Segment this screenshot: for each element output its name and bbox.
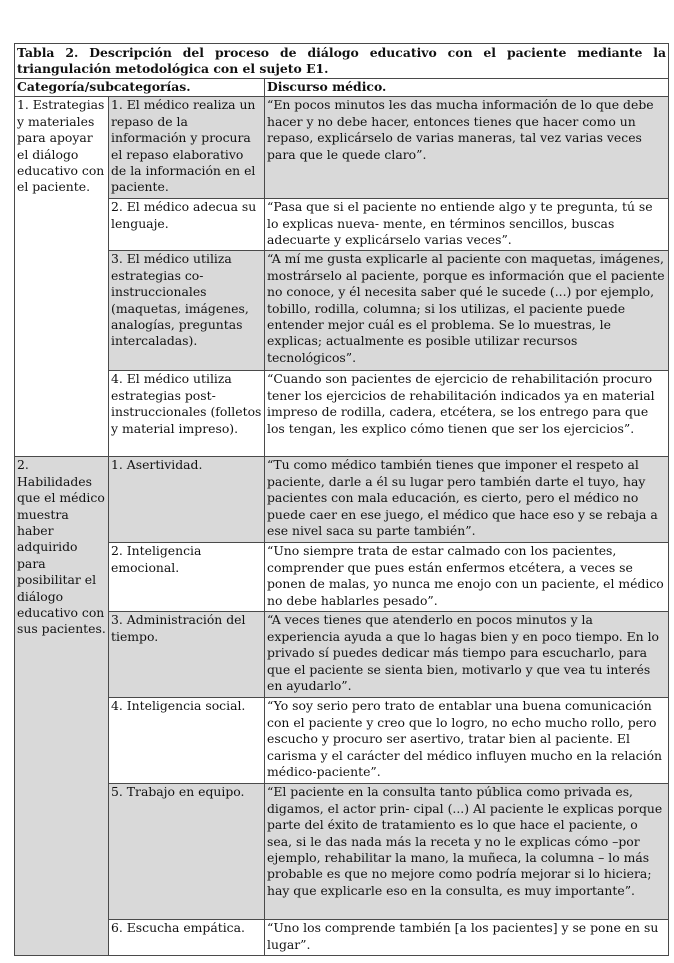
category-2-label: 2. Habilidades que el médico muestra haber adquirido para posibilitar el diálogo educativo con sus pacientes. bbox=[15, 457, 109, 956]
quote-cell: “Uno siempre trata de estar calmado con los pacientes, comprender que pues están enfermos etcétera, a veces se ponen de malas, yo nunca me enojo con un paciente, el médico no debe hablarles pesado”. bbox=[265, 543, 669, 612]
subcategory-cell: 3. El médico utiliza estrategias co-instruccionales (maquetas, imágenes, analogías, preguntas intercaladas). bbox=[109, 251, 265, 371]
quote-cell: “Pasa que si el paciente no entiende algo y te pregunta, tú se lo explicas nueva- mente, en términos sencillos, buscas adecuarte y explicárselo varias veces”. bbox=[265, 199, 669, 251]
subcategory-cell: 4. Inteligencia social. bbox=[109, 698, 265, 784]
header-category: Categoría/subcategorías. bbox=[15, 79, 265, 97]
subcategory-cell: 3. Administración del tiempo. bbox=[109, 612, 265, 698]
subcategory-cell: 2. Inteligencia emocional. bbox=[109, 543, 265, 612]
subcategory-cell: 2. El médico adecua su lenguaje. bbox=[109, 199, 265, 251]
quote-cell: “Cuando son pacientes de ejercicio de rehabilitación procuro tener los ejercicios de rehabilitación indicados ya en material impreso de rodilla, cadera, etcétera, se los entrego para que los tengan, les explico cómo tienen que ser los ejercicios”. bbox=[265, 371, 669, 457]
header-discourse: Discurso médico. bbox=[265, 79, 669, 97]
quote-cell: “En pocos minutos les das mucha información de lo que debe hacer y no debe hacer, entonces tienes que hacer como un repaso, explicárselo de varias maneras, tal vez varias veces para que le quede claro”. bbox=[265, 97, 669, 199]
quote-cell: “El paciente en la consulta tanto pública como privada es, digamos, el actor prin- cipal (...) Al paciente le explicas porque parte del éxito de tratamiento es lo que hace el paciente, o sea, si le das nada más la receta y no le explicas cómo –por ejemplo, rehabilitar la mano, la muñeca, la columna – lo más probable es que no mejore como podría mejorar si lo hiciera; hay que explicarle eso en la consulta, es muy importante”. bbox=[265, 784, 669, 920]
quote-cell: “Uno los comprende también [a los pacientes] y se pone en su lugar”. bbox=[265, 920, 669, 956]
table-caption: Tabla 2. Descripción del proceso de diálogo educativo con el paciente mediante la triangulación metodológica con el sujeto E1. bbox=[15, 44, 669, 79]
quote-cell: “A mí me gusta explicarle al paciente con maquetas, imágenes, mostrárselo al paciente, porque es información que el paciente no conoce, y él necesita saber qué le sucede (...) por ejemplo, tobillo, rodilla, columna; si los utilizas, el paciente puede entender mejor cuál es el problema. Se lo muestras, le explicas; actualmente es posible utilizar recursos tecnológicos”. bbox=[265, 251, 669, 371]
category-1-label: 1. Estrategias y materiales para apoyar el diálogo educativo con el paciente. bbox=[15, 97, 109, 457]
subcategory-cell: 6. Escucha empática. bbox=[109, 920, 265, 956]
subcategory-cell: 1. Asertividad. bbox=[109, 457, 265, 543]
quote-cell: “A veces tienes que atenderlo en pocos minutos y la experiencia ayuda a que lo hagas bien y en poco tiempo. En lo privado sí puedes dedicar más tiempo para escucharlo, para que el paciente se sienta bien, motivarlo y que vea tu interés en ayudarlo”. bbox=[265, 612, 669, 698]
subcategory-cell: 4. El médico utiliza estrategias post-instruccionales (folletos y material impreso). bbox=[109, 371, 265, 457]
dialog-table bbox=[14, 43, 669, 956]
document-page bbox=[14, 43, 668, 956]
subcategory-cell: 5. Trabajo en equipo. bbox=[109, 784, 265, 920]
quote-cell: “Yo soy serio pero trato de entablar una buena comunicación con el paciente y creo que lo logro, no echo mucho rollo, pero escucho y procuro ser asertivo, tratar bien al paciente. El carisma y el carácter del médico influyen mucho en la relación médico-paciente”. bbox=[265, 698, 669, 784]
subcategory-cell: 1. El médico realiza un repaso de la información y procura el repaso elaborativo de la información en el paciente. bbox=[109, 97, 265, 199]
quote-cell: “Tu como médico también tienes que imponer el respeto al paciente, darle a él su lugar pero también darte el tuyo, hay pacientes con mala educación, es cierto, pero el médico no puede caer en ese juego, el médico que hace eso y se rebaja a ese nivel saca su parte también”. bbox=[265, 457, 669, 543]
